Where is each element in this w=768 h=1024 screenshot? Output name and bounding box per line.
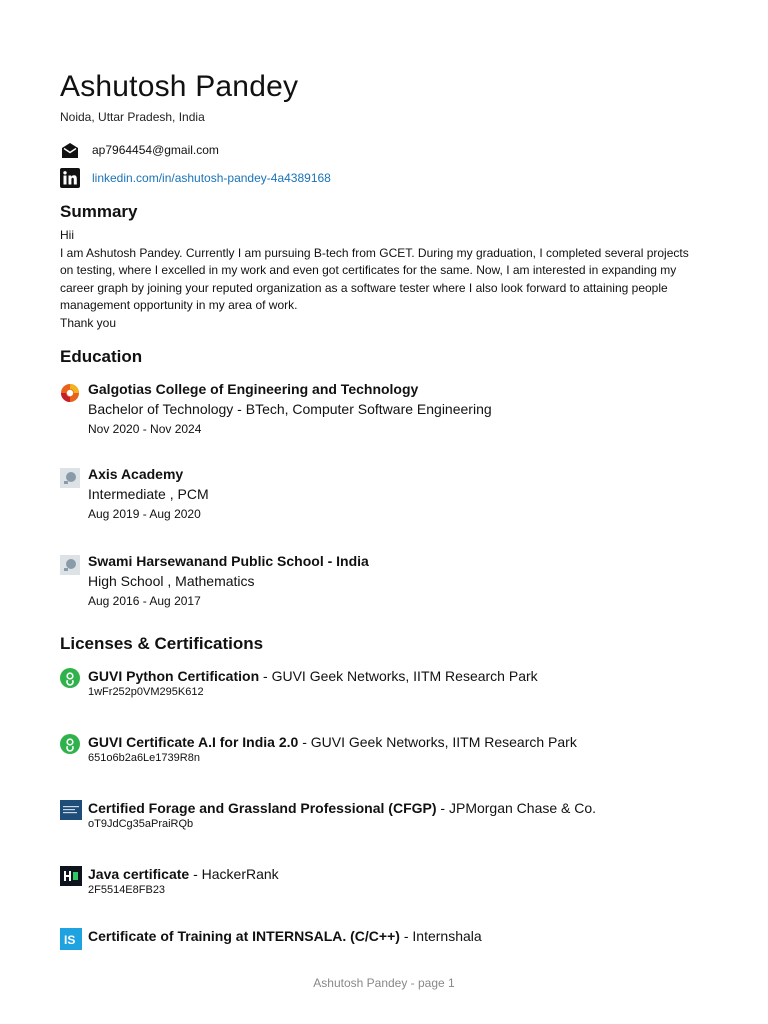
email-text[interactable]: ap7964454@gmail.com xyxy=(92,143,219,157)
degree: High School , Mathematics xyxy=(88,573,255,589)
hackerrank-logo-icon xyxy=(60,866,80,886)
certifications-heading: Licenses & Certifications xyxy=(60,634,264,653)
svg-text:IS: IS xyxy=(64,933,76,947)
internshala-logo-icon xyxy=(60,928,80,948)
guvi-logo-icon xyxy=(60,734,80,754)
galgotias-logo-icon xyxy=(60,383,80,403)
summary-body: I am Ashutosh Pandey. Currently I am pursuing B-tech from GCET. During my graduation, I completed several projects on testing, where I excelled in my work and even got certificates for the same. Now, I am interested in expanding my career graph by joining your reputed organization as a software tester where I also look forward to attaining people management opportunity in my area of work. xyxy=(60,245,689,312)
linkedin-icon xyxy=(60,168,80,188)
summary-heading: Summary xyxy=(60,202,138,221)
certification-line: Certified Forage and Grassland Professional (CFGP) - JPMorgan Chase & Co. xyxy=(88,800,597,816)
linkedin-contact xyxy=(60,168,331,188)
candidate-location: Noida, Uttar Pradesh, India xyxy=(60,110,205,124)
degree: Intermediate , PCM xyxy=(88,486,209,502)
certification-id: 651o6b2a6Le1739R8n xyxy=(88,752,200,764)
school-name: Galgotias College of Engineering and Technology xyxy=(88,381,419,397)
certification-title: Certificate of Training at INTERNSALA. (C/C++) xyxy=(88,928,400,944)
candidate-name: Ashutosh Pandey xyxy=(60,70,299,103)
certification-line: Certificate of Training at INTERNSALA. (C/C++) - Internshala xyxy=(88,928,482,944)
certification-title: GUVI Certificate A.I for India 2.0 xyxy=(88,734,299,750)
certification-issuer: HackerRank xyxy=(201,866,279,882)
school-placeholder-icon xyxy=(60,468,80,488)
email-icon xyxy=(60,140,80,160)
certification-line: GUVI Python Certification - GUVI Geek Networks, IITM Research Park xyxy=(88,668,538,684)
education-dates: Nov 2020 - Nov 2024 xyxy=(88,422,202,436)
certification-issuer: JPMorgan Chase & Co. xyxy=(448,800,597,816)
jpmorgan-logo-icon xyxy=(60,800,80,820)
school-name: Swami Harsewanand Public School - India xyxy=(88,553,369,569)
page-footer: Ashutosh Pandey - page 1 xyxy=(313,976,455,990)
summary-closing: Thank you xyxy=(60,315,117,330)
education-heading: Education xyxy=(60,347,143,366)
linkedin-link[interactable]: linkedin.com/in/ashutosh-pandey-4a4389168 xyxy=(92,171,331,185)
certification-id: 1wFr252p0VM295K612 xyxy=(88,686,204,698)
certification-id: oT9JdCg35aPraiRQb xyxy=(88,818,194,830)
certification-issuer: Internshala xyxy=(412,928,482,944)
certification-issuer: GUVI Geek Networks, IITM Research Park xyxy=(310,734,577,750)
guvi-logo-icon xyxy=(60,668,80,688)
summary-text xyxy=(60,227,700,332)
degree: Bachelor of Technology - BTech, Computer Software Engineering xyxy=(88,401,492,417)
certification-line: Java certificate - HackerRank xyxy=(88,866,279,882)
school-name: Axis Academy xyxy=(88,466,184,482)
summary-greeting: Hii xyxy=(60,228,74,242)
certification-line: GUVI Certificate A.I for India 2.0 - GUVI Geek Networks, IITM Research Park xyxy=(88,734,577,750)
certification-issuer: GUVI Geek Networks, IITM Research Park xyxy=(271,668,538,684)
email-contact xyxy=(60,140,219,160)
education-dates: Aug 2019 - Aug 2020 xyxy=(88,507,201,521)
certification-title: GUVI Python Certification xyxy=(88,668,260,684)
certification-id: 2F5514E8FB23 xyxy=(88,884,166,896)
education-dates: Aug 2016 - Aug 2017 xyxy=(88,594,201,608)
certification-title: Java certificate xyxy=(88,866,194,882)
certification-title: Certified Forage and Grassland Professional (CFGP) xyxy=(88,800,437,816)
school-placeholder-icon xyxy=(60,555,80,575)
